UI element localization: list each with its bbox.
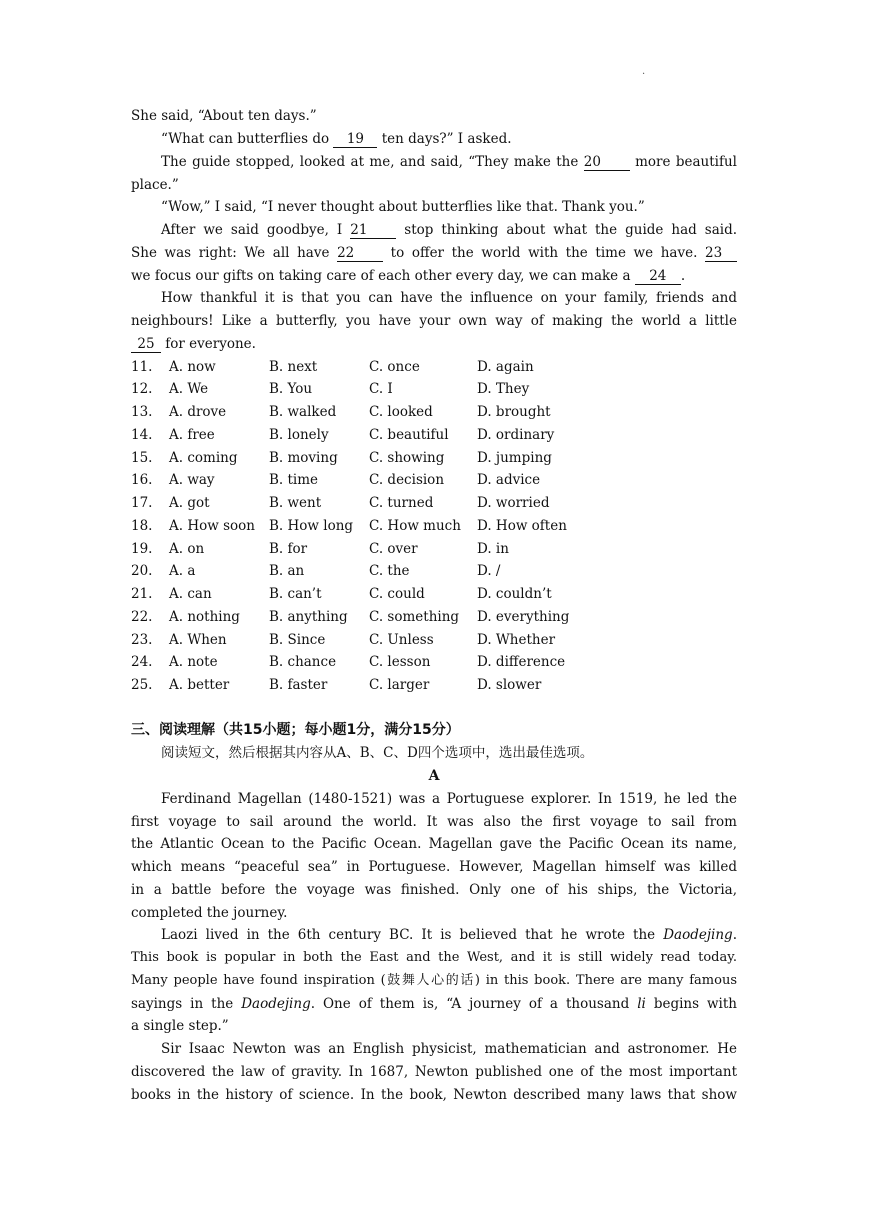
cloze-line: 25 for everyone. bbox=[131, 334, 737, 354]
blank-20: 20 bbox=[584, 154, 630, 171]
cloze-line: She said, “About ten days.” bbox=[131, 108, 317, 124]
option-row: 17. A. got B. went C. turned D. worried bbox=[131, 495, 550, 511]
passage-line: Many people have found inspiration (鼓舞人心的话) in this book. There are many famous bbox=[131, 973, 737, 988]
blank-23: 23 bbox=[705, 245, 737, 262]
passage-line: Ferdinand Magellan (1480-1521) was a Portuguese explorer. In 1519, he led the bbox=[161, 791, 737, 807]
cloze-line: neighbours! Like a butterfly, you have your own way of making the world a little bbox=[131, 313, 737, 329]
cloze-line: we focus our gifts on taking care of each other every day, we can make a 24 . bbox=[131, 268, 686, 284]
blank-24: 24 bbox=[635, 268, 681, 285]
option-row: 12. A. We B. You C. I D. They bbox=[131, 381, 530, 397]
option-row: 24. A. note B. chance C. lesson D. difference bbox=[131, 654, 566, 670]
blank-21: 21 bbox=[350, 222, 396, 239]
passage-line: in a battle before the voyage was finished. Only one of his ships, the Victoria, bbox=[131, 882, 737, 898]
cloze-line: “What can butterflies do 19 ten days?” I asked. bbox=[161, 131, 512, 147]
option-row: 25. A. better B. faster C. larger D. slower bbox=[131, 677, 542, 693]
cloze-line: After we said goodbye, I 21 stop thinking about what the guide had said. bbox=[161, 222, 737, 238]
option-row: 23. A. When B. Since C. Unless D. Whether bbox=[131, 632, 556, 648]
passage-line: Laozi lived in the 6th century BC. It is believed that he wrote the Daodejing. bbox=[161, 927, 737, 943]
option-row: 19. A. on B. for C. over D. in bbox=[131, 541, 509, 557]
option-row: 13. A. drove B. walked C. looked D. brought bbox=[131, 404, 551, 420]
cloze-line: How thankful it is that you can have the influence on your family, friends and bbox=[161, 290, 737, 306]
option-row: 18. A. How soon B. How long C. How much D. How often bbox=[131, 518, 567, 534]
header-dot: . bbox=[642, 66, 646, 77]
passage-label: A bbox=[428, 768, 440, 784]
passage-line: Sir Isaac Newton was an English physicist, mathematician and astronomer. He bbox=[161, 1041, 737, 1057]
option-row: 16. A. way B. time C. decision D. advice bbox=[131, 472, 541, 488]
section-heading: 三、阅读理解（共15小题；每小题1分，满分15分） bbox=[131, 722, 460, 738]
blank-22: 22 bbox=[337, 245, 383, 262]
passage-line: discovered the law of gravity. In 1687, Newton published one of the most important bbox=[131, 1064, 737, 1080]
passage-line: This book is popular in both the East and the West, and it is still widely read today. bbox=[131, 950, 737, 965]
passage-line: sayings in the Daodejing. One of them is, “A journey of a thousand li begins with bbox=[131, 996, 737, 1012]
passage-line: the Atlantic Ocean to the Pacific Ocean. Magellan gave the Pacific Ocean its name, bbox=[131, 836, 737, 852]
passage-line: which means “peaceful sea” in Portuguese. However, Magellan himself was killed bbox=[131, 859, 737, 875]
passage-line: completed the journey. bbox=[131, 905, 288, 921]
option-row: 14. A. free B. lonely C. beautiful D. ordinary bbox=[131, 427, 555, 443]
cloze-line: She was right: We all have 22 to offer the world with the time we have. 23 bbox=[131, 243, 737, 263]
passage-line: first voyage to sail around the world. It was also the first voyage to sail from bbox=[131, 814, 737, 830]
blank-25: 25 bbox=[131, 336, 161, 353]
passage-line: books in the history of science. In the book, Newton described many laws that show bbox=[131, 1087, 737, 1103]
option-row: 22. A. nothing B. anything C. something D. everything bbox=[131, 609, 570, 625]
option-row: 20. A. a B. an C. the D. / bbox=[131, 563, 501, 579]
blank-19: 19 bbox=[333, 131, 377, 148]
option-row: 21. A. can B. can’t C. could D. couldn’t bbox=[131, 586, 552, 602]
cloze-line: place.” bbox=[131, 177, 179, 193]
passage-line: a single step.” bbox=[131, 1018, 229, 1034]
section-instruction: 阅读短文，然后根据其内容从A、B、C、D四个选项中，选出最佳选项。 bbox=[161, 745, 594, 761]
cloze-line: The guide stopped, looked at me, and said, “They make the 20 more beautiful bbox=[161, 154, 737, 170]
cloze-line: “Wow,” I said, “I never thought about butterflies like that. Thank you.” bbox=[161, 199, 645, 215]
option-row: 11. A. now B. next C. once D. again bbox=[131, 359, 534, 375]
option-row: 15. A. coming B. moving C. showing D. jumping bbox=[131, 450, 552, 466]
